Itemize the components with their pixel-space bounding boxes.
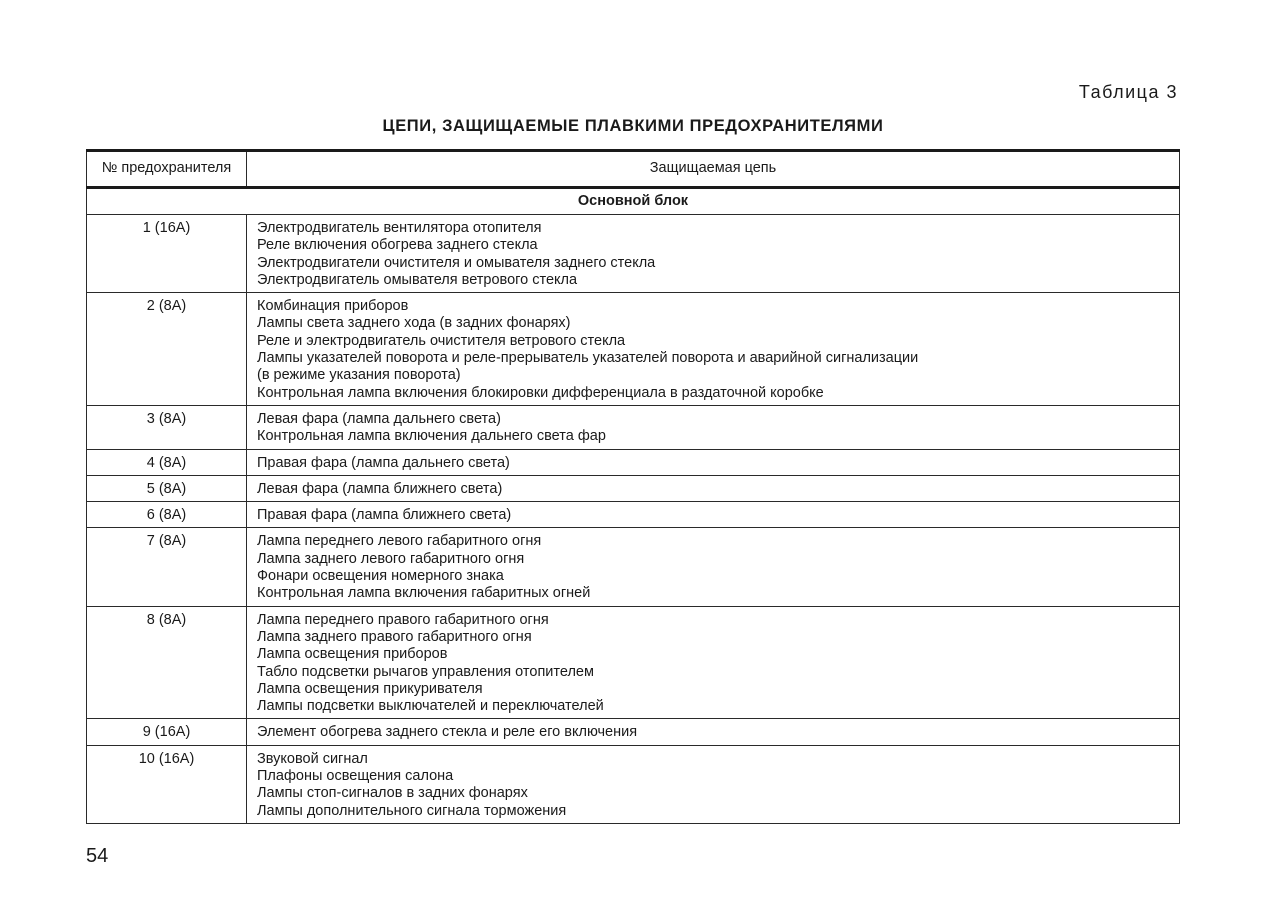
table-label: Таблица 3 [1078,82,1178,102]
circuit-line: Реле включения обогрева заднего стекла [257,237,538,254]
table-row [87,719,1180,745]
circuit-cell [247,475,1180,501]
circuit-cell [247,502,1180,528]
circuit-line: Лампа освещения прикуривателя [257,680,483,697]
circuit-line: Лампа освещения приборов [257,646,448,663]
fuse-number-cell: 10 (16А) [87,745,247,823]
table-row [87,293,1180,406]
table-row [87,745,1180,823]
circuit-cell [247,528,1180,606]
circuit-line: Лампа заднего правого габаритного огня [257,628,532,645]
circuit-line: Реле и электродвигатель очистителя ветрового стекла [257,332,626,349]
circuit-cell [247,293,1180,406]
circuit-line: Левая фара (лампа дальнего света) [257,410,501,427]
table-row [87,215,1180,293]
circuit-line: Правая фара (лампа ближнего света) [257,507,512,524]
fuse-number-cell: 9 (16А) [87,719,247,745]
circuit-line: Лампы стоп-сигналов в задних фонарях [257,785,528,802]
table-row [87,449,1180,475]
circuit-line: Правая фара (лампа дальнего света) [257,454,510,471]
fuse-number-cell: 8 (8А) [87,606,247,719]
page-number: 54 [86,845,109,867]
circuit-line: (в режиме указания поворота) [257,367,461,384]
circuit-cell [247,719,1180,745]
fuse-table [86,149,1180,824]
circuit-line: Лампы дополнительного сигнала торможения [257,802,567,819]
circuit-line: Комбинация приборов [257,298,409,315]
circuit-line: Плафоны освещения салона [257,768,454,785]
table-row [87,528,1180,606]
circuit-cell [247,745,1180,823]
table-row [87,475,1180,501]
fuse-number-cell: 6 (8А) [87,502,247,528]
circuit-cell [247,405,1180,449]
document-title: ЦЕПИ, ЗАЩИЩАЕМЫЕ ПЛАВКИМИ ПРЕДОХРАНИТЕЛЯМИ [382,117,884,135]
circuit-line: Левая фара (лампа ближнего света) [257,480,503,497]
circuit-line: Табло подсветки рычагов управления отопителем [257,663,594,680]
fuse-number-cell: 5 (8А) [87,475,247,501]
fuse-number-cell: 2 (8А) [87,293,247,406]
circuit-line: Элемент обогрева заднего стекла и реле его включения [257,724,638,741]
header-fuse-number: № предохранителя [87,151,247,188]
section-row [87,188,1180,215]
circuit-line: Лампа заднего левого габаритного огня [257,550,525,567]
circuit-line: Звуковой сигнал [257,750,368,767]
circuit-cell [247,606,1180,719]
circuit-line: Контрольная лампа включения дальнего света фар [257,428,606,445]
circuit-line: Фонари освещения номерного знака [257,568,504,585]
circuit-line: Электродвигатель омывателя ветрового стекла [257,271,578,288]
circuit-line: Лампы света заднего хода (в задних фонарях) [257,315,571,332]
header-row [87,151,1180,188]
fuse-number-cell: 3 (8А) [87,405,247,449]
fuse-number-cell: 7 (8А) [87,528,247,606]
table-row [87,502,1180,528]
circuit-line: Электродвигатели очистителя и омывателя заднего стекла [257,254,656,271]
circuit-cell [247,215,1180,293]
table-header [87,151,1180,188]
circuit-line: Лампы подсветки выключателей и переключателей [257,698,604,715]
circuit-line: Лампы указателей поворота и реле-прерыватель указателей поворота и аварийной сигнализации [257,350,919,367]
circuit-line: Контрольная лампа включения габаритных огней [257,585,591,602]
circuit-line: Контрольная лампа включения блокировки дифференциала в раздаточной коробке [257,384,824,401]
circuit-line: Лампа переднего левого габаритного огня [257,533,542,550]
header-circuit: Защищаемая цепь [247,151,1180,188]
fuse-number-cell: 1 (16А) [87,215,247,293]
fuse-number-cell: 4 (8А) [87,449,247,475]
table-row [87,606,1180,719]
circuit-cell [247,449,1180,475]
circuit-line: Электродвигатель вентилятора отопителя [257,220,542,236]
circuit-line: Лампа переднего правого габаритного огня [257,611,549,628]
table-body [87,188,1180,824]
section-label: Основной блок [87,188,1180,215]
table-row [87,405,1180,449]
